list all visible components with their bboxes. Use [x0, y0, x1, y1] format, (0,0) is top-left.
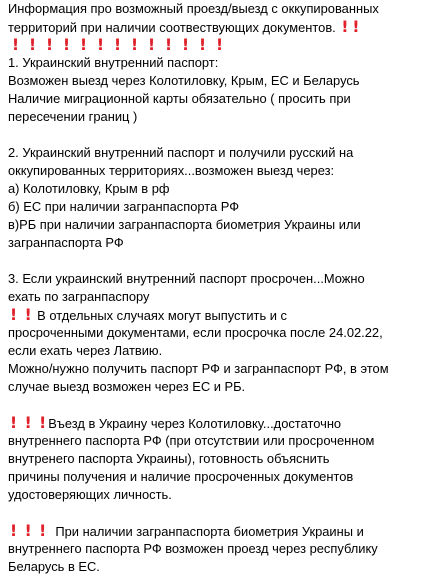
- exclamation-icon: !: [147, 35, 158, 54]
- exclamation-row: [8, 36, 417, 54]
- exclamation-icon: !: [96, 35, 107, 54]
- exclamation-icon: !: [130, 35, 141, 54]
- section-3-text: просроченными документами, если просрочка после 24.02.22,: [8, 325, 383, 340]
- exclamation-icon: !: [39, 521, 47, 540]
- section-4-text: удостоверяющих личность.: [8, 487, 172, 502]
- exclamation-icon: !: [79, 35, 90, 54]
- exclamation-icon: !: [9, 521, 18, 540]
- exclamation-icon: !: [341, 17, 349, 36]
- title-line: Информация про возможный проезд/выезд с оккупированных: [8, 1, 379, 16]
- exclamation-icon: !: [9, 305, 18, 324]
- exclamation-icon: !: [113, 35, 124, 54]
- section-4-text: причины получения и наличие просроченных документов: [8, 469, 354, 484]
- section-2-text: загранпаспорта РФ: [8, 235, 124, 250]
- section-3-heading: 3. Если украинский внутренний паспорт просрочен...Можно: [8, 271, 365, 286]
- section-3-text: ехать по загранпаспору: [8, 289, 150, 304]
- section-2-text: б) ЕС при наличии загранпаспорта РФ: [8, 199, 240, 214]
- section-1-text: Возможен выезд через Колотиловку, Крым, ЕС и Беларусь: [8, 73, 360, 88]
- section-4-text: ! ! ! Въезд в Украину через Колотиловку...достаточно: [9, 413, 342, 432]
- exclamation-icon: !: [215, 35, 226, 54]
- section-4-text: внутреннего паспорта РФ (при отсутствии или просроченном: [8, 433, 375, 448]
- exclamation-icon: !: [45, 35, 56, 54]
- exclamation-icon: !: [198, 35, 209, 54]
- section-3-text: ! ! В отдельных случаях могут выпустить и с: [9, 305, 287, 324]
- exclamation-icon: !: [24, 305, 32, 324]
- exclamation-icon: !: [62, 35, 73, 54]
- section-5-text: ! ! ! При наличии загранпаспорта биометрия Украины и: [9, 521, 364, 540]
- exclamation-icon: !: [28, 35, 39, 54]
- exclamation-icon: !: [9, 413, 18, 432]
- section-1-text: Наличие миграционной карты обязательно ( просить при: [8, 91, 351, 106]
- section-4-text: внутренего паспорта Украины), готовность объяснить: [8, 451, 330, 466]
- exclamation-icon: !: [181, 35, 192, 54]
- exclamation-icon: !: [164, 35, 175, 54]
- title-line: территорий при наличии соотвествующих документов. ! !: [8, 17, 360, 36]
- section-3-text: случае выезд возможен через ЕС и РБ.: [8, 379, 246, 394]
- section-5-text: Беларусь в ЕС.: [8, 559, 100, 574]
- exclamation-icon: !: [24, 413, 32, 432]
- section-1-text: пересечении границ ): [8, 109, 138, 124]
- section-3-text: если ехать через Латвию.: [8, 343, 163, 358]
- section-3-text: Можно/нужно получить паспорт РФ и загранпаспорт РФ, в этом: [8, 361, 389, 376]
- exclamation-icon: !: [11, 35, 22, 54]
- section-2-text: а) Колотиловку, Крым в рф: [8, 181, 170, 196]
- section-1-heading: 1. Украинский внутренний паспорт:: [8, 55, 219, 70]
- exclamation-icon: !: [352, 17, 360, 36]
- section-2-text: оккупированных территориях...возможен выезд через:: [8, 163, 335, 178]
- section-2-heading: 2. Украинский внутренний паспорт и получили русский на: [8, 145, 354, 160]
- exclamation-icon: !: [39, 413, 47, 432]
- section-5-text: внутреннего паспорта РФ возможен проезд через республику: [8, 541, 378, 556]
- section-2-text: в)РБ при наличии загранпаспорта биометрия Украины или: [8, 217, 361, 232]
- exclamation-icon: !: [24, 521, 32, 540]
